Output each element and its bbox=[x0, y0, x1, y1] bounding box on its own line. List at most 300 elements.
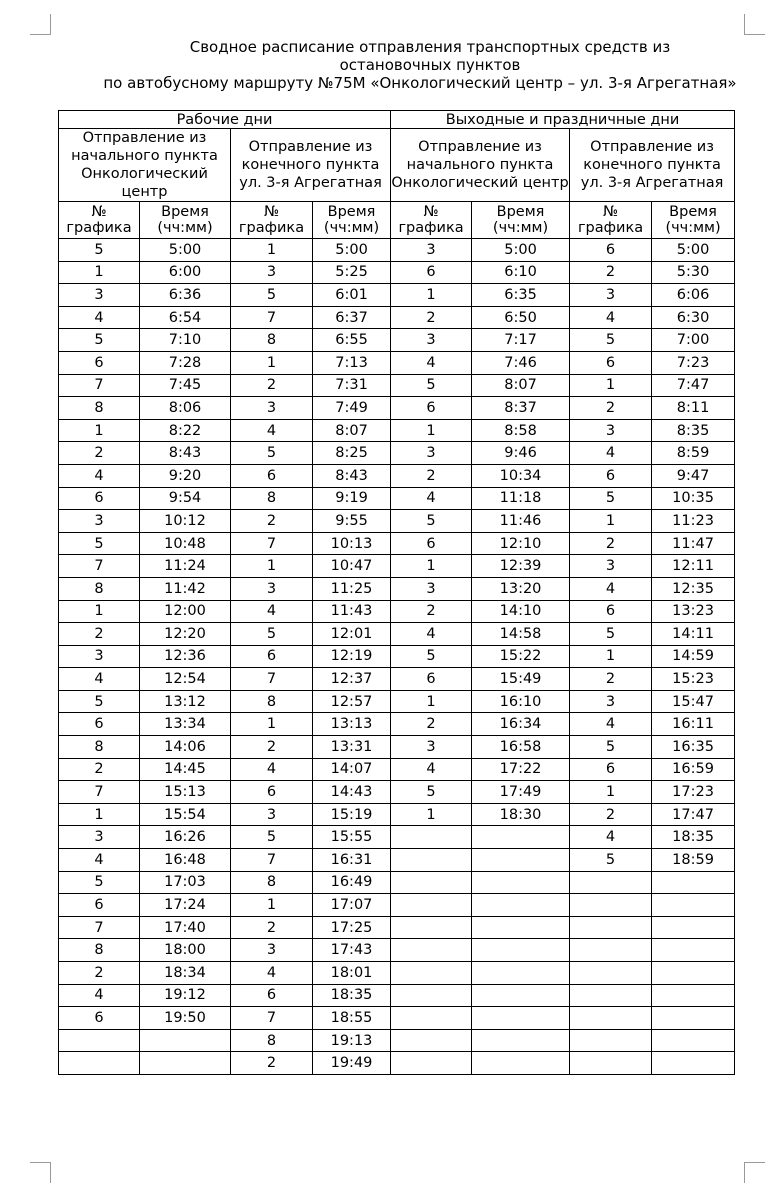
weekday-start-time: 8:43 bbox=[140, 442, 231, 465]
weekend-start-schedule-no: 5 bbox=[391, 781, 472, 804]
weekend-start-schedule-no: 6 bbox=[391, 397, 472, 420]
col-header-time: Время (чч:мм) bbox=[140, 202, 231, 239]
weekday-end-schedule-no: 1 bbox=[231, 894, 313, 917]
weekday-end-time: 19:49 bbox=[313, 1052, 391, 1075]
weekend-end-schedule-no: 3 bbox=[570, 419, 652, 442]
weekend-start-time: 6:50 bbox=[472, 306, 570, 329]
weekend-end-time: 14:11 bbox=[652, 623, 735, 646]
weekend-end-schedule-no: 6 bbox=[570, 758, 652, 781]
weekend-start-schedule-no: 3 bbox=[391, 736, 472, 759]
weekend-start-schedule-no: 1 bbox=[391, 555, 472, 578]
weekday-start-schedule-no: 3 bbox=[59, 284, 140, 307]
weekday-end-time: 13:13 bbox=[313, 713, 391, 736]
weekday-start-schedule-no: 3 bbox=[59, 645, 140, 668]
weekend-end-schedule-no: 6 bbox=[570, 351, 652, 374]
table-row bbox=[59, 577, 735, 600]
weekday-start-schedule-no: 7 bbox=[59, 374, 140, 397]
weekend-start-schedule-no bbox=[391, 871, 472, 894]
table-row bbox=[59, 803, 735, 826]
weekend-end-schedule-no: 1 bbox=[570, 374, 652, 397]
weekend-start-time: 7:17 bbox=[472, 329, 570, 352]
table-row bbox=[59, 532, 735, 555]
weekend-end-schedule-no: 5 bbox=[570, 487, 652, 510]
weekday-start-schedule-no: 6 bbox=[59, 487, 140, 510]
weekend-end-time bbox=[652, 962, 735, 985]
weekday-end-time: 16:31 bbox=[313, 849, 391, 872]
weekend-end-time: 16:11 bbox=[652, 713, 735, 736]
weekday-start-schedule-no: 6 bbox=[59, 1007, 140, 1030]
weekend-end-time: 7:23 bbox=[652, 351, 735, 374]
weekday-end-schedule-no: 1 bbox=[231, 713, 313, 736]
weekend-end-schedule-no: 2 bbox=[570, 668, 652, 691]
weekend-start-schedule-no: 6 bbox=[391, 261, 472, 284]
weekend-end-time: 8:35 bbox=[652, 419, 735, 442]
weekday-end-time: 5:25 bbox=[313, 261, 391, 284]
weekend-start-schedule-no bbox=[391, 939, 472, 962]
table-row bbox=[59, 1029, 735, 1052]
table-row bbox=[59, 464, 735, 487]
weekend-start-time: 16:10 bbox=[472, 690, 570, 713]
weekday-start-time: 9:54 bbox=[140, 487, 231, 510]
table-row bbox=[59, 397, 735, 420]
weekend-start-schedule-no: 3 bbox=[391, 577, 472, 600]
weekend-start-schedule-no: 5 bbox=[391, 645, 472, 668]
weekday-end-time: 9:55 bbox=[313, 510, 391, 533]
weekday-start-schedule-no: 2 bbox=[59, 758, 140, 781]
weekday-end-schedule-no: 4 bbox=[231, 758, 313, 781]
weekday-start-time: 16:26 bbox=[140, 826, 231, 849]
table-row bbox=[59, 555, 735, 578]
weekend-start-time: 17:22 bbox=[472, 758, 570, 781]
weekend-start-schedule-no: 4 bbox=[391, 758, 472, 781]
header-weekdays-from-start: Отправление из начального пункта Онкологический центр bbox=[59, 129, 231, 202]
weekend-end-schedule-no: 5 bbox=[570, 849, 652, 872]
weekday-start-schedule-no: 6 bbox=[59, 351, 140, 374]
table-row bbox=[59, 962, 735, 985]
weekday-end-time: 8:43 bbox=[313, 464, 391, 487]
weekday-end-schedule-no: 8 bbox=[231, 329, 313, 352]
weekend-start-time: 15:22 bbox=[472, 645, 570, 668]
table-row bbox=[59, 939, 735, 962]
weekend-start-schedule-no: 5 bbox=[391, 374, 472, 397]
weekend-start-time: 12:10 bbox=[472, 532, 570, 555]
weekday-start-schedule-no: 5 bbox=[59, 239, 140, 262]
weekend-start-schedule-no bbox=[391, 962, 472, 985]
weekday-end-schedule-no: 5 bbox=[231, 826, 313, 849]
weekend-start-time: 11:18 bbox=[472, 487, 570, 510]
weekend-end-time: 17:47 bbox=[652, 803, 735, 826]
weekday-end-schedule-no: 4 bbox=[231, 600, 313, 623]
weekday-end-time: 12:19 bbox=[313, 645, 391, 668]
weekend-end-schedule-no: 5 bbox=[570, 329, 652, 352]
weekday-end-schedule-no: 6 bbox=[231, 464, 313, 487]
weekend-end-schedule-no: 4 bbox=[570, 826, 652, 849]
weekend-end-time: 12:11 bbox=[652, 555, 735, 578]
weekday-end-time: 7:13 bbox=[313, 351, 391, 374]
weekday-start-schedule-no: 1 bbox=[59, 261, 140, 284]
weekend-start-schedule-no: 4 bbox=[391, 623, 472, 646]
weekday-start-time: 17:24 bbox=[140, 894, 231, 917]
weekday-end-schedule-no: 5 bbox=[231, 623, 313, 646]
weekday-end-time: 17:07 bbox=[313, 894, 391, 917]
weekday-end-time: 18:35 bbox=[313, 984, 391, 1007]
weekday-end-schedule-no: 3 bbox=[231, 397, 313, 420]
weekend-start-schedule-no: 4 bbox=[391, 351, 472, 374]
weekend-end-schedule-no: 2 bbox=[570, 261, 652, 284]
weekend-end-time bbox=[652, 1007, 735, 1030]
weekend-start-schedule-no bbox=[391, 984, 472, 1007]
weekend-end-time: 9:47 bbox=[652, 464, 735, 487]
table-row bbox=[59, 736, 735, 759]
table-row bbox=[59, 849, 735, 872]
weekday-start-time: 7:28 bbox=[140, 351, 231, 374]
weekend-start-time: 15:49 bbox=[472, 668, 570, 691]
crop-mark-top-right bbox=[744, 14, 765, 35]
weekend-start-schedule-no bbox=[391, 916, 472, 939]
col-header-time: Время (чч:мм) bbox=[313, 202, 391, 239]
table-row bbox=[59, 894, 735, 917]
weekday-end-schedule-no: 5 bbox=[231, 284, 313, 307]
weekday-end-schedule-no: 8 bbox=[231, 871, 313, 894]
weekday-end-time: 15:55 bbox=[313, 826, 391, 849]
weekend-start-schedule-no: 2 bbox=[391, 464, 472, 487]
weekend-start-time: 18:30 bbox=[472, 803, 570, 826]
weekend-start-time bbox=[472, 849, 570, 872]
weekend-end-schedule-no: 5 bbox=[570, 623, 652, 646]
weekend-end-schedule-no bbox=[570, 894, 652, 917]
weekday-end-schedule-no: 2 bbox=[231, 1052, 313, 1075]
weekend-start-time: 5:00 bbox=[472, 239, 570, 262]
weekday-start-schedule-no: 8 bbox=[59, 939, 140, 962]
weekday-end-schedule-no: 7 bbox=[231, 306, 313, 329]
weekday-start-time: 19:50 bbox=[140, 1007, 231, 1030]
weekend-start-time bbox=[472, 916, 570, 939]
table-row bbox=[59, 758, 735, 781]
weekday-start-time: 17:03 bbox=[140, 871, 231, 894]
schedule-table bbox=[58, 110, 735, 1075]
weekday-start-time: 8:06 bbox=[140, 397, 231, 420]
weekend-start-schedule-no: 3 bbox=[391, 239, 472, 262]
weekday-start-schedule-no: 5 bbox=[59, 690, 140, 713]
weekend-end-time: 15:23 bbox=[652, 668, 735, 691]
weekday-end-schedule-no: 3 bbox=[231, 261, 313, 284]
weekday-start-schedule-no: 3 bbox=[59, 826, 140, 849]
weekend-end-schedule-no: 4 bbox=[570, 577, 652, 600]
weekend-end-time: 7:00 bbox=[652, 329, 735, 352]
weekday-end-time: 12:37 bbox=[313, 668, 391, 691]
weekday-start-time: 5:00 bbox=[140, 239, 231, 262]
weekday-start-schedule-no: 4 bbox=[59, 668, 140, 691]
weekday-start-schedule-no: 8 bbox=[59, 577, 140, 600]
weekday-start-schedule-no: 5 bbox=[59, 329, 140, 352]
weekday-end-time: 5:00 bbox=[313, 239, 391, 262]
header-weekends-from-end: Отправление из конечного пункта ул. 3-я Агрегатная bbox=[570, 129, 735, 202]
weekday-end-time: 7:31 bbox=[313, 374, 391, 397]
weekend-start-time: 13:20 bbox=[472, 577, 570, 600]
header-row-days bbox=[59, 111, 735, 129]
weekday-start-time: 17:40 bbox=[140, 916, 231, 939]
weekday-start-schedule-no: 1 bbox=[59, 600, 140, 623]
weekday-end-time: 10:47 bbox=[313, 555, 391, 578]
weekend-start-time: 12:39 bbox=[472, 555, 570, 578]
table-row bbox=[59, 668, 735, 691]
col-header-schedule-no: № графика bbox=[570, 202, 652, 239]
weekend-end-schedule-no: 6 bbox=[570, 239, 652, 262]
weekend-end-schedule-no bbox=[570, 916, 652, 939]
weekend-end-schedule-no: 4 bbox=[570, 442, 652, 465]
weekend-start-time bbox=[472, 894, 570, 917]
weekend-start-time: 17:49 bbox=[472, 781, 570, 804]
table-row bbox=[59, 713, 735, 736]
weekend-end-schedule-no bbox=[570, 1052, 652, 1075]
col-header-time: Время (чч:мм) bbox=[472, 202, 570, 239]
weekend-start-time: 10:34 bbox=[472, 464, 570, 487]
weekday-start-time: 15:54 bbox=[140, 803, 231, 826]
weekday-end-time: 12:01 bbox=[313, 623, 391, 646]
weekday-start-time: 8:22 bbox=[140, 419, 231, 442]
weekend-end-time: 16:35 bbox=[652, 736, 735, 759]
weekend-end-time: 18:59 bbox=[652, 849, 735, 872]
weekday-start-time: 11:42 bbox=[140, 577, 231, 600]
weekend-start-schedule-no: 2 bbox=[391, 600, 472, 623]
weekend-start-time bbox=[472, 962, 570, 985]
weekend-start-schedule-no bbox=[391, 826, 472, 849]
table-row bbox=[59, 690, 735, 713]
weekend-start-time: 14:58 bbox=[472, 623, 570, 646]
weekday-end-time: 17:43 bbox=[313, 939, 391, 962]
weekend-end-schedule-no: 3 bbox=[570, 690, 652, 713]
weekday-end-schedule-no: 6 bbox=[231, 984, 313, 1007]
weekday-start-time: 15:13 bbox=[140, 781, 231, 804]
col-header-schedule-no: № графика bbox=[391, 202, 472, 239]
weekday-start-schedule-no: 4 bbox=[59, 849, 140, 872]
weekend-end-schedule-no: 1 bbox=[570, 781, 652, 804]
col-header-schedule-no: № графика bbox=[59, 202, 140, 239]
table-row bbox=[59, 645, 735, 668]
weekend-end-time: 14:59 bbox=[652, 645, 735, 668]
weekday-end-time: 6:37 bbox=[313, 306, 391, 329]
weekend-start-time bbox=[472, 1007, 570, 1030]
weekday-end-schedule-no: 6 bbox=[231, 645, 313, 668]
weekday-start-schedule-no: 1 bbox=[59, 419, 140, 442]
weekday-end-schedule-no: 3 bbox=[231, 939, 313, 962]
weekday-end-schedule-no: 1 bbox=[231, 555, 313, 578]
weekend-start-time: 9:46 bbox=[472, 442, 570, 465]
weekend-end-time bbox=[652, 871, 735, 894]
weekend-start-schedule-no bbox=[391, 894, 472, 917]
weekend-end-schedule-no bbox=[570, 1029, 652, 1052]
weekend-end-schedule-no: 4 bbox=[570, 306, 652, 329]
crop-mark-bottom-right bbox=[744, 1162, 765, 1183]
weekend-end-schedule-no: 1 bbox=[570, 645, 652, 668]
header-weekends: Выходные и праздничные дни bbox=[391, 111, 735, 129]
weekday-start-schedule-no bbox=[59, 1029, 140, 1052]
weekday-end-time: 12:57 bbox=[313, 690, 391, 713]
weekday-end-time: 11:43 bbox=[313, 600, 391, 623]
weekday-end-time: 6:55 bbox=[313, 329, 391, 352]
weekday-end-time: 8:07 bbox=[313, 419, 391, 442]
weekday-start-schedule-no: 3 bbox=[59, 510, 140, 533]
weekend-end-schedule-no: 6 bbox=[570, 600, 652, 623]
weekend-start-schedule-no bbox=[391, 1007, 472, 1030]
weekday-end-schedule-no: 6 bbox=[231, 781, 313, 804]
table-row bbox=[59, 1007, 735, 1030]
weekday-start-time: 14:45 bbox=[140, 758, 231, 781]
weekend-end-time: 6:06 bbox=[652, 284, 735, 307]
table-row bbox=[59, 600, 735, 623]
weekday-start-time: 18:00 bbox=[140, 939, 231, 962]
weekend-end-time: 10:35 bbox=[652, 487, 735, 510]
weekend-start-schedule-no: 4 bbox=[391, 487, 472, 510]
weekend-end-time bbox=[652, 939, 735, 962]
weekend-end-time: 8:11 bbox=[652, 397, 735, 420]
weekend-end-schedule-no: 2 bbox=[570, 532, 652, 555]
weekend-start-time: 7:46 bbox=[472, 351, 570, 374]
weekday-start-schedule-no bbox=[59, 1052, 140, 1075]
weekday-start-schedule-no: 2 bbox=[59, 962, 140, 985]
weekend-start-schedule-no: 6 bbox=[391, 668, 472, 691]
weekend-start-time bbox=[472, 826, 570, 849]
weekend-end-time: 16:59 bbox=[652, 758, 735, 781]
table-row bbox=[59, 1052, 735, 1075]
weekend-end-time bbox=[652, 1052, 735, 1075]
weekend-end-schedule-no bbox=[570, 962, 652, 985]
weekend-end-time: 5:00 bbox=[652, 239, 735, 262]
weekend-start-schedule-no: 1 bbox=[391, 419, 472, 442]
document-title bbox=[60, 38, 760, 92]
weekend-start-time: 16:58 bbox=[472, 736, 570, 759]
weekday-start-time: 11:24 bbox=[140, 555, 231, 578]
weekday-end-schedule-no: 7 bbox=[231, 668, 313, 691]
weekend-start-time bbox=[472, 1052, 570, 1075]
weekday-end-schedule-no: 4 bbox=[231, 962, 313, 985]
weekday-end-schedule-no: 3 bbox=[231, 803, 313, 826]
weekday-start-schedule-no: 7 bbox=[59, 555, 140, 578]
weekend-end-schedule-no bbox=[570, 1007, 652, 1030]
weekend-end-time: 15:47 bbox=[652, 690, 735, 713]
weekend-end-schedule-no: 3 bbox=[570, 284, 652, 307]
weekday-start-schedule-no: 7 bbox=[59, 781, 140, 804]
weekend-end-schedule-no: 1 bbox=[570, 510, 652, 533]
weekend-start-schedule-no bbox=[391, 849, 472, 872]
weekday-start-schedule-no: 5 bbox=[59, 532, 140, 555]
weekend-end-time: 17:23 bbox=[652, 781, 735, 804]
weekend-start-schedule-no: 2 bbox=[391, 713, 472, 736]
weekend-end-time bbox=[652, 916, 735, 939]
table-row bbox=[59, 781, 735, 804]
weekday-start-time: 10:48 bbox=[140, 532, 231, 555]
weekend-end-time: 18:35 bbox=[652, 826, 735, 849]
header-row-columns bbox=[59, 202, 735, 239]
weekend-start-schedule-no: 6 bbox=[391, 532, 472, 555]
weekend-end-time: 5:30 bbox=[652, 261, 735, 284]
weekend-end-schedule-no: 4 bbox=[570, 713, 652, 736]
weekday-start-time bbox=[140, 1029, 231, 1052]
weekday-end-schedule-no: 8 bbox=[231, 690, 313, 713]
weekday-end-schedule-no: 2 bbox=[231, 736, 313, 759]
table-row bbox=[59, 826, 735, 849]
weekend-start-time: 16:34 bbox=[472, 713, 570, 736]
weekday-start-time: 12:00 bbox=[140, 600, 231, 623]
weekday-end-time: 6:01 bbox=[313, 284, 391, 307]
weekend-start-schedule-no bbox=[391, 1052, 472, 1075]
weekend-start-time bbox=[472, 1029, 570, 1052]
weekday-end-time: 18:55 bbox=[313, 1007, 391, 1030]
weekend-end-time bbox=[652, 894, 735, 917]
weekend-start-time: 6:35 bbox=[472, 284, 570, 307]
weekday-start-schedule-no: 4 bbox=[59, 306, 140, 329]
weekday-start-schedule-no: 4 bbox=[59, 464, 140, 487]
weekday-end-schedule-no: 1 bbox=[231, 351, 313, 374]
weekend-start-time bbox=[472, 984, 570, 1007]
weekday-end-schedule-no: 8 bbox=[231, 487, 313, 510]
table-row bbox=[59, 239, 735, 262]
weekday-end-time: 18:01 bbox=[313, 962, 391, 985]
weekend-start-time: 8:07 bbox=[472, 374, 570, 397]
weekday-start-time: 6:36 bbox=[140, 284, 231, 307]
table-row bbox=[59, 487, 735, 510]
table-row bbox=[59, 284, 735, 307]
table-row bbox=[59, 916, 735, 939]
weekend-end-schedule-no: 2 bbox=[570, 803, 652, 826]
weekday-end-time: 14:43 bbox=[313, 781, 391, 804]
weekend-end-time: 11:47 bbox=[652, 532, 735, 555]
weekday-start-schedule-no: 6 bbox=[59, 894, 140, 917]
weekday-start-time: 6:54 bbox=[140, 306, 231, 329]
weekday-start-schedule-no: 7 bbox=[59, 916, 140, 939]
weekend-start-time bbox=[472, 939, 570, 962]
header-weekends-from-start: Отправление из начального пункта Онкологический центр bbox=[391, 129, 570, 202]
weekend-start-schedule-no: 1 bbox=[391, 803, 472, 826]
header-weekdays: Рабочие дни bbox=[59, 111, 391, 129]
col-header-schedule-no: № графика bbox=[231, 202, 313, 239]
weekday-start-schedule-no: 1 bbox=[59, 803, 140, 826]
table-row bbox=[59, 623, 735, 646]
weekend-end-time bbox=[652, 984, 735, 1007]
title-line-2: по автобусному маршруту №75М «Онкологический центр – ул. 3-я Агрегатная» bbox=[103, 74, 737, 92]
weekday-start-time: 12:20 bbox=[140, 623, 231, 646]
weekday-end-schedule-no: 7 bbox=[231, 1007, 313, 1030]
weekday-end-schedule-no: 2 bbox=[231, 916, 313, 939]
weekend-start-time bbox=[472, 871, 570, 894]
weekday-start-time: 12:54 bbox=[140, 668, 231, 691]
weekday-end-schedule-no: 7 bbox=[231, 532, 313, 555]
weekend-end-time: 13:23 bbox=[652, 600, 735, 623]
weekday-start-schedule-no: 4 bbox=[59, 984, 140, 1007]
weekday-end-time: 11:25 bbox=[313, 577, 391, 600]
weekend-end-schedule-no: 2 bbox=[570, 397, 652, 420]
table-row bbox=[59, 306, 735, 329]
title-line-1: Сводное расписание отправления транспортных средств из остановочных пунктов bbox=[189, 38, 671, 74]
weekday-end-schedule-no: 2 bbox=[231, 510, 313, 533]
weekday-start-time: 16:48 bbox=[140, 849, 231, 872]
weekday-start-schedule-no: 8 bbox=[59, 736, 140, 759]
weekday-end-time: 8:25 bbox=[313, 442, 391, 465]
weekday-start-schedule-no: 6 bbox=[59, 713, 140, 736]
weekend-start-schedule-no: 3 bbox=[391, 329, 472, 352]
weekend-end-time: 6:30 bbox=[652, 306, 735, 329]
weekend-start-schedule-no: 2 bbox=[391, 306, 472, 329]
weekend-end-schedule-no: 3 bbox=[570, 555, 652, 578]
table-row bbox=[59, 261, 735, 284]
weekend-end-schedule-no: 6 bbox=[570, 464, 652, 487]
weekend-start-time: 8:58 bbox=[472, 419, 570, 442]
weekend-start-time: 14:10 bbox=[472, 600, 570, 623]
weekday-end-time: 15:19 bbox=[313, 803, 391, 826]
table-row bbox=[59, 442, 735, 465]
weekday-end-schedule-no: 3 bbox=[231, 577, 313, 600]
crop-mark-top-left bbox=[30, 14, 51, 35]
